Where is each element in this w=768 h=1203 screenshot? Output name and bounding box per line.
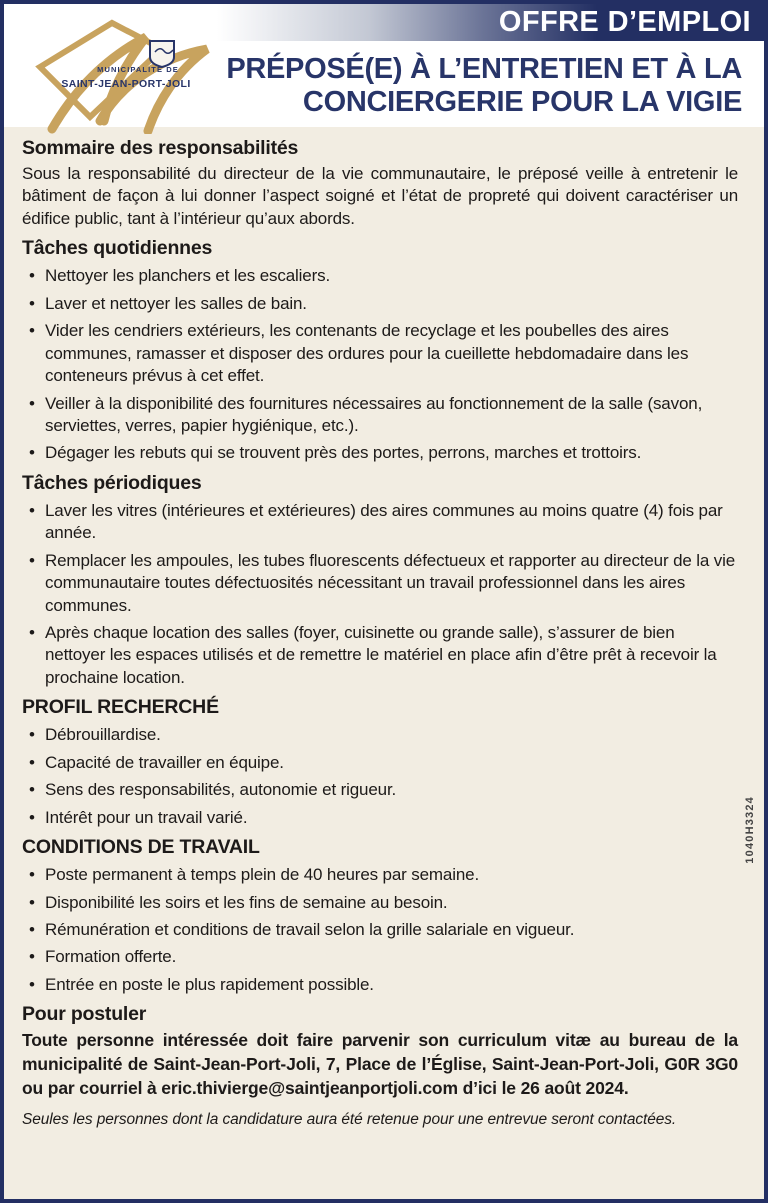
summary-heading: Sommaire des responsabilités	[22, 137, 299, 159]
daily-tasks-list	[22, 265, 738, 465]
list-item: • Veiller à la disponibilité des fournitures nécessaires au fonctionnement de la salle (savon, serviettes, verres, papier hygiénique, etc.).	[22, 393, 738, 438]
list-item: • Vider les cendriers extérieurs, les contenants de recyclage et les poubelles des aires communes, ramasser et disposer des ordures pour la cueillette hebdomadaire dans les conteneurs prévus à cet effet.	[22, 320, 738, 387]
list-item: • Rémunération et conditions de travail selon la grille salariale en vigueur.	[22, 919, 738, 941]
list-item: • Poste permanent à temps plein de 40 heures par semaine.	[22, 864, 738, 886]
list-item: • Après chaque location des salles (foyer, cuisinette ou grande salle), s’assurer de bien nettoyer les espaces utilisés et de remettre le matériel en place afin d’être prêt à recevoir la prochaine location.	[22, 622, 738, 689]
list-item: • Formation offerte.	[22, 946, 738, 968]
list-item: • Débrouillardise.	[22, 724, 738, 746]
job-title-line2: CONCIERGERIE POUR LA VIGIE	[302, 86, 742, 119]
list-item: • Disponibilité les soirs et les fins de semaine au besoin.	[22, 892, 738, 914]
selection-footnote: Seules les personnes dont la candidature aura été retenue pour une entrevue seront contactées.	[22, 1110, 677, 1128]
periodic-tasks-list	[22, 500, 738, 690]
conditions-heading: CONDITIONS DE TRAVAIL	[22, 836, 260, 859]
list-item: • Laver les vitres (intérieures et extérieures) des aires communes au moins quatre (4) fois par année.	[22, 500, 738, 545]
logo-swoosh-mark	[40, 23, 207, 131]
header	[4, 41, 764, 127]
logo-org-type: MUNICIPALITÉ DE	[97, 65, 179, 74]
list-item: • Dégager les rebuts qui se trouvent près des portes, perrons, marches et trottoirs.	[22, 442, 738, 464]
apply-heading: Pour postuler	[22, 1003, 147, 1026]
list-item: • Capacité de travailler en équipe.	[22, 752, 738, 774]
logo-crest-icon	[150, 41, 174, 67]
job-title	[226, 53, 742, 119]
periodic-tasks-heading: Tâches périodiques	[22, 471, 202, 494]
daily-tasks-heading: Tâches quotidiennes	[22, 237, 213, 260]
list-item: • Intérêt pour un travail varié.	[22, 807, 738, 829]
summary-paragraph: Sous la responsabilité du directeur de la vie communautaire, le préposé veille à entretenir le bâtiment de façon à lui donner l’aspect soigné et l’état de propreté qui doivent caractériser un édifice public, tant à l’intérieur qu’aux abords.	[22, 164, 738, 228]
content	[4, 127, 764, 1199]
banner-title: OFFRE D’EMPLOI	[498, 6, 751, 38]
logo-org-name: SAINT-JEAN-PORT-JOLI	[61, 78, 191, 90]
conditions-list	[22, 864, 738, 996]
municipality-logo	[12, 9, 262, 134]
profile-list	[22, 724, 738, 829]
list-item: • Sens des responsabilités, autonomie et rigueur.	[22, 779, 738, 801]
reference-code: 1040H3324	[744, 796, 756, 864]
list-item: • Entrée en poste le plus rapidement possible.	[22, 974, 738, 996]
job-title-line1: PRÉPOSÉ(E) À L’ENTRETIEN ET À LA	[226, 53, 742, 85]
list-item: • Remplacer les ampoules, les tubes fluorescents défectueux et rapporter au directeur de la vie communautaire toutes défectuosités nécessitant un travail professionnel dans les aires communes.	[22, 550, 738, 617]
profile-heading: PROFIL RECHERCHÉ	[22, 696, 219, 719]
apply-paragraph: Toute personne intéressée doit faire parvenir son curriculum vitæ au bureau de la municipalité de Saint-Jean-Port-Joli, 7, Place de l’Église, Saint-Jean-Port-Joli, G0R 3G0 ou par courriel à eric.thivierge@saintjeanportjoli.com d’ici le 26 août 2024.	[22, 1030, 738, 1098]
list-item: • Nettoyer les planchers et les escaliers.	[22, 265, 738, 287]
list-item: • Laver et nettoyer les salles de bain.	[22, 293, 738, 315]
